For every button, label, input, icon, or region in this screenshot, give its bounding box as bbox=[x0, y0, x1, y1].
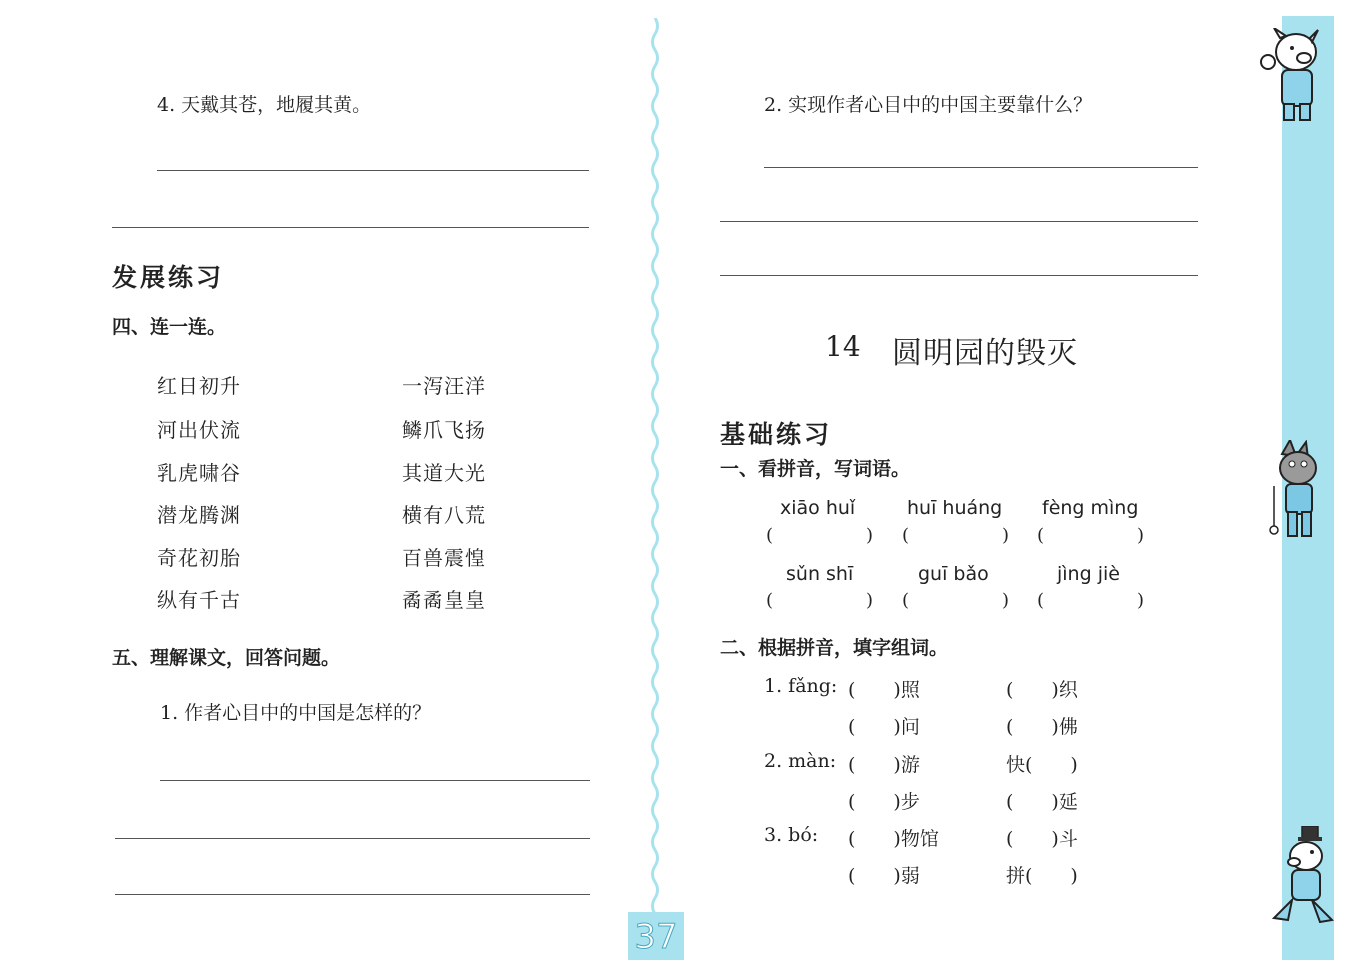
fill-blank[interactable]: 快( ) bbox=[1006, 754, 1078, 776]
answer-blank-close[interactable]: ) bbox=[1002, 590, 1010, 611]
section-title-development: 发展练习 bbox=[112, 263, 225, 292]
fill-blank[interactable]: ( )佛 bbox=[1006, 716, 1078, 738]
fill-blank[interactable]: ( )物馆 bbox=[848, 828, 939, 850]
matching-left-item[interactable]: 红日初升 bbox=[157, 374, 241, 398]
answer-line bbox=[720, 221, 1198, 222]
answer-line bbox=[115, 894, 590, 895]
question-2: 2. 实现作者心目中的中国主要靠什么？ bbox=[764, 94, 1093, 116]
lesson-number: 14 bbox=[825, 330, 861, 363]
pinyin-xiao-hui: xiāo huǐ bbox=[780, 497, 856, 519]
answer-line bbox=[720, 275, 1198, 276]
answer-line bbox=[115, 838, 590, 839]
pinyin-hui-huang: huī huáng bbox=[907, 497, 1003, 519]
fill-blank[interactable]: ( )步 bbox=[848, 791, 920, 813]
section-title-basic: 基础练习 bbox=[720, 420, 833, 449]
fill-label-bo: 3. bó: bbox=[764, 824, 819, 846]
answer-line bbox=[160, 780, 590, 781]
answer-blank-close[interactable]: ) bbox=[1002, 525, 1010, 546]
matching-right-item[interactable]: 其道大光 bbox=[402, 461, 486, 485]
answer-blank-open[interactable]: ( bbox=[902, 525, 910, 546]
pinyin-feng-ming: fèng mìng bbox=[1042, 497, 1139, 519]
matching-left-item[interactable]: 纵有千古 bbox=[157, 588, 241, 612]
part1-heading: 一、看拼音，写词语。 bbox=[720, 458, 911, 480]
answer-blank-open[interactable]: ( bbox=[1037, 590, 1045, 611]
answer-blank-open[interactable]: ( bbox=[766, 590, 774, 611]
answer-line bbox=[764, 167, 1198, 168]
matching-right-item[interactable]: 鳞爪飞扬 bbox=[402, 418, 486, 442]
fill-blank[interactable]: 拼( ) bbox=[1006, 865, 1078, 887]
answer-blank-close[interactable]: ) bbox=[866, 525, 874, 546]
answer-blank-close[interactable]: ) bbox=[1137, 590, 1145, 611]
question-4: 4. 天戴其苍，地履其黄。 bbox=[157, 94, 372, 116]
answer-blank-close[interactable]: ) bbox=[1137, 525, 1145, 546]
matching-left-item[interactable]: 潜龙腾渊 bbox=[157, 503, 241, 527]
matching-right-item[interactable]: 百兽震惶 bbox=[402, 546, 486, 570]
matching-left-item[interactable]: 乳虎啸谷 bbox=[157, 461, 241, 485]
pinyin-gui-bao: guī bǎo bbox=[918, 563, 989, 585]
answer-line bbox=[157, 170, 589, 171]
answer-blank-open[interactable]: ( bbox=[902, 590, 910, 611]
part2-heading: 二、根据拼音，填字组词。 bbox=[720, 637, 949, 659]
matching-right-item[interactable]: 一泻汪洋 bbox=[402, 374, 486, 398]
matching-left-item[interactable]: 奇花初胎 bbox=[157, 546, 241, 570]
matching-right-item[interactable]: 横有八荒 bbox=[402, 503, 486, 527]
fill-blank[interactable]: ( )织 bbox=[1006, 679, 1078, 701]
fill-blank[interactable]: ( )延 bbox=[1006, 791, 1078, 813]
answer-blank-open[interactable]: ( bbox=[766, 525, 774, 546]
fill-blank[interactable]: ( )游 bbox=[848, 754, 920, 776]
question-1: 1. 作者心目中的中国是怎样的？ bbox=[160, 702, 432, 724]
fill-label-man: 2. màn: bbox=[764, 750, 837, 772]
matching-right-item[interactable]: 矞矞皇皇 bbox=[402, 588, 486, 612]
page-number: 37 bbox=[628, 912, 684, 960]
fill-blank[interactable]: ( )弱 bbox=[848, 865, 920, 887]
matching-left-item[interactable]: 河出伏流 bbox=[157, 418, 241, 442]
part5-heading: 五、理解课文，回答问题。 bbox=[112, 647, 341, 669]
lesson-title: 圆明园的毁灭 bbox=[892, 336, 1078, 371]
answer-blank-close[interactable]: ) bbox=[866, 590, 874, 611]
binding-spine bbox=[648, 18, 662, 918]
fill-blank[interactable]: ( )斗 bbox=[1006, 828, 1078, 850]
part4-heading: 四、连一连。 bbox=[112, 316, 227, 338]
fill-blank[interactable]: ( )照 bbox=[848, 679, 920, 701]
fill-label-fang: 1. fǎng: bbox=[764, 675, 838, 697]
answer-blank-open[interactable]: ( bbox=[1037, 525, 1045, 546]
pinyin-sun-shi: sǔn shī bbox=[786, 563, 854, 585]
dog-character-icon bbox=[1266, 826, 1336, 926]
pig-character-icon bbox=[1252, 28, 1336, 124]
pinyin-jing-jie: jìng jiè bbox=[1057, 563, 1120, 585]
wolf-character-icon bbox=[1262, 440, 1334, 548]
answer-line bbox=[112, 227, 589, 228]
fill-blank[interactable]: ( )问 bbox=[848, 716, 920, 738]
